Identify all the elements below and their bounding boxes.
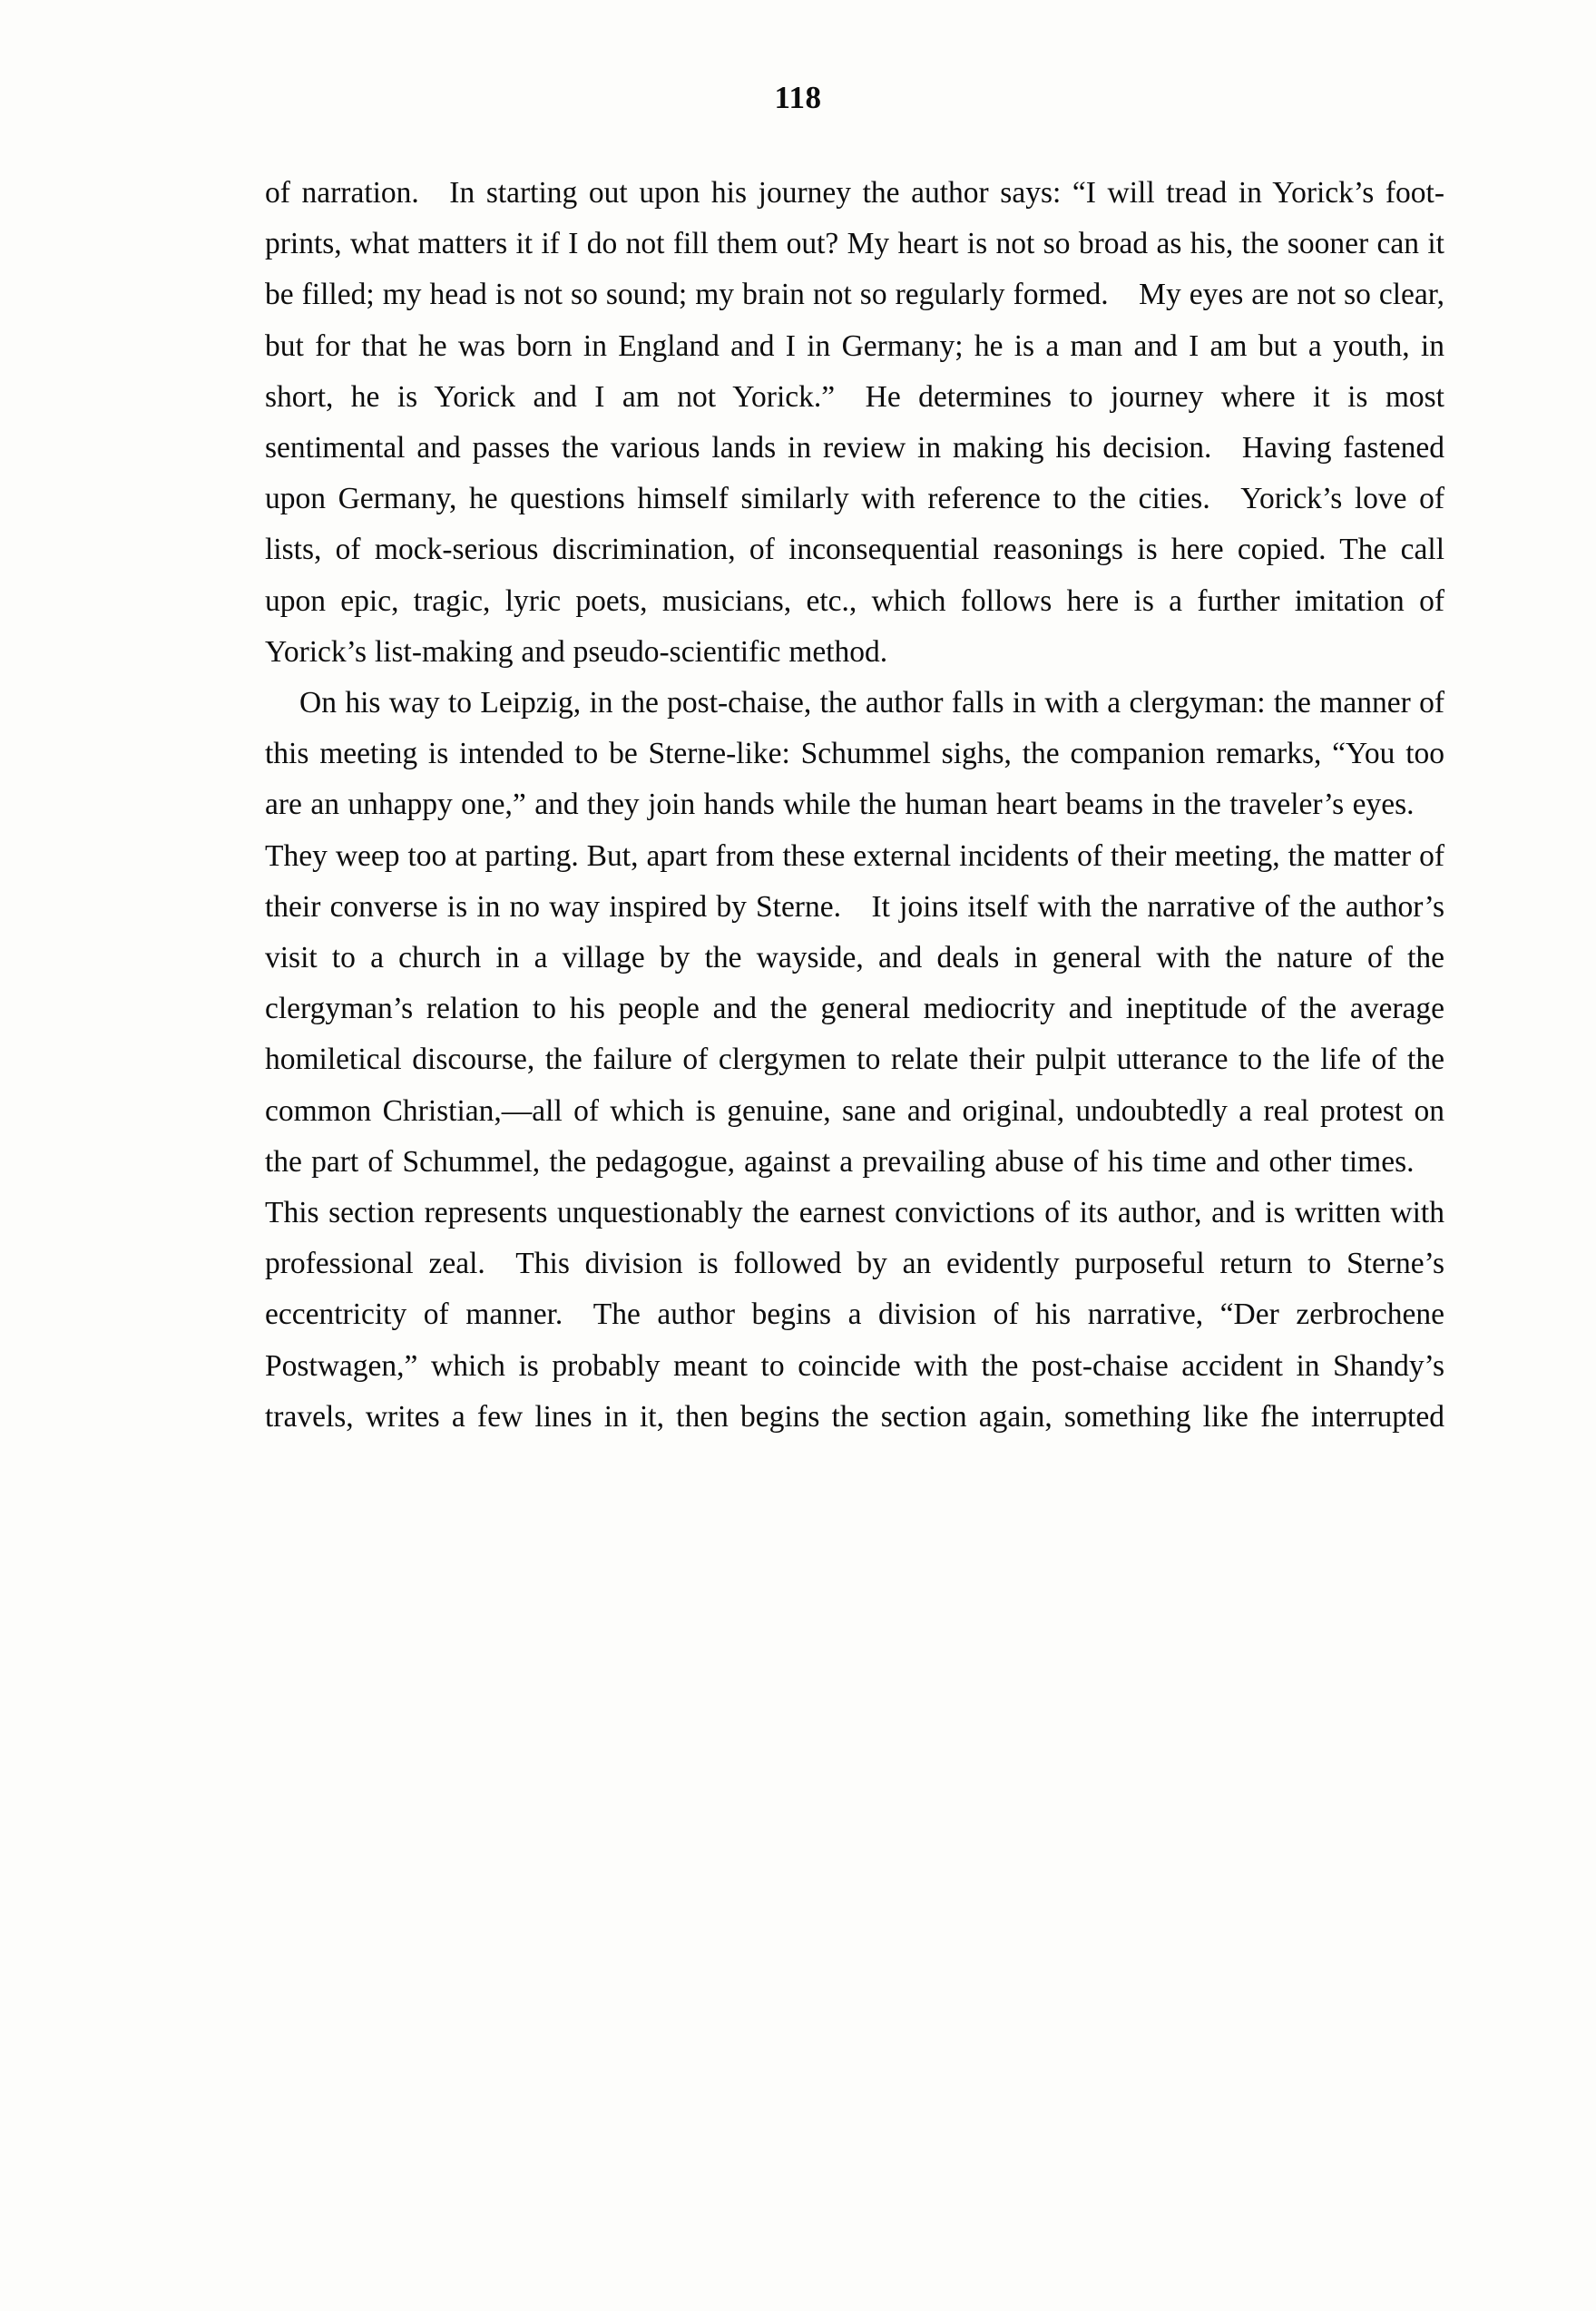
page-number: 118 — [774, 80, 822, 115]
paragraph: On his way to Leipzig, in the post-chaise, the author falls in with a clergyman: the manner of this meeting is intended to be Sterne-like: Schummel sighs, the companion remarks, “You too are an unhappy one,” and they join hands while the human heart beams in the traveler’s eyes. They weep too at parting. But, apart from these external incidents of their meeting, the matter of their converse is in no way inspired by Sterne. It joins itself with the narrative of the author’s visit to a church in a village by the wayside, and deals in general with the nature of the clergyman’s relation to his people and the general mediocrity and ineptitude of the average homiletical discourse, the failure of clergymen to relate their pulpit utterance to the life of the common Christian,—all of which is genuine, sane and original, undoubtedly a real protest on the part of Schummel, the pedagogue, against a prevailing abuse of his time and other times. This section represents unquestionably the earnest convictions of its author, and is written with professional zeal. This division is followed by an evidently purposeful return to Sterne’s eccentricity of manner. The author begins a division of his narrative, “Der zerbrochene Postwagen,” which is probably meant to coincide with the post-chaise accident in Shandy’s travels, writes a few lines in it, then begins the section again, something like fhe interrupted — [265, 686, 1444, 1434]
body-text — [265, 168, 1444, 1443]
paragraph: of narration. In starting out upon his journey the author says: “I will tread in Yorick’s foot-prints, what matters it if I do not fill them out? My heart is not so broad as his, the sooner can it be filled; my head is not so sound; my brain not so regularly formed. My eyes are not so clear, but for that he was born in England and I in Germany; he is a man and I am but a youth, in short, he is Yorick and I am not Yorick.” He determines to journey where it is most sentimental and passes the various lands in review in making his decision. Having fastened upon Germany, he questions himself similarly with reference to the cities. Yorick’s love of lists, of mock-serious discrimination, of inconsequential reasonings is here copied. The call upon epic, tragic, lyric poets, musicians, etc., which follows here is a further imitation of Yorick’s list-making and pseudo-scientific method. — [265, 176, 1444, 669]
